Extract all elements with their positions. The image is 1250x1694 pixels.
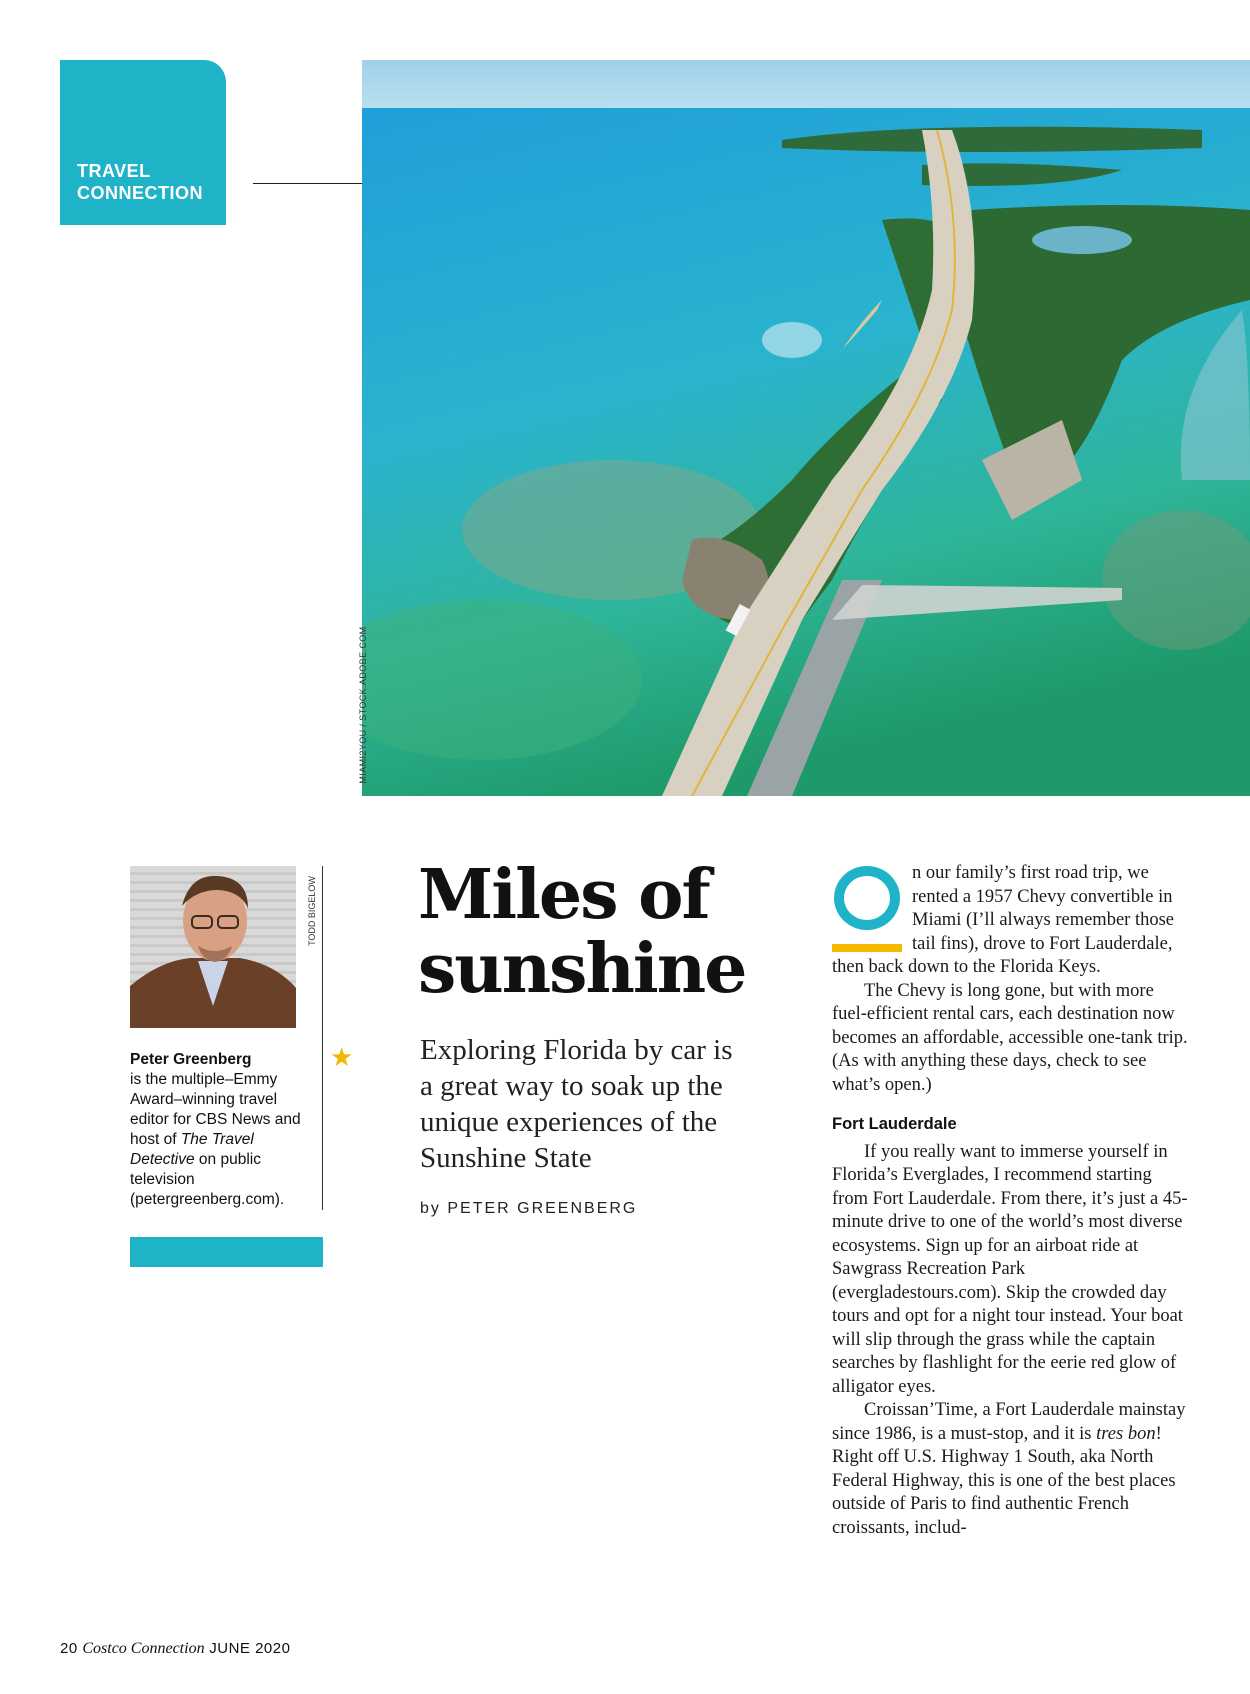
author-divider: [322, 866, 323, 1210]
article-headline: [418, 855, 798, 1009]
article-dek: Exploring Florida by car is a great way to soak up the unique experiences of the Sunshine State: [420, 1034, 733, 1174]
article-byline: by PETER GREENBERG: [420, 1200, 638, 1217]
star-icon: ★: [330, 1042, 354, 1072]
body-paragraph: n our family’s first road trip, we rented a 1957 Chevy convertible in Miami (I’ll always remember those tail fins), drove to Fort Lauderdale, then back down to the Florida Keys.: [832, 863, 1174, 977]
author-portrait: [130, 866, 296, 1028]
magazine-name: Costco Connection: [82, 1640, 205, 1657]
author-bio: [130, 1050, 310, 1210]
headline-line2: sunshine: [418, 929, 746, 1009]
section-tag-line2: CONNECTION: [77, 183, 203, 203]
dropcap-o-icon: [832, 866, 898, 934]
article-body: [832, 862, 1192, 1540]
author-photo: [130, 866, 296, 1028]
page-footer: [60, 1640, 290, 1658]
body-paragraph: The Chevy is long gone, but with more fuel-efficient rental cars, each destination now becomes an affordable, accessible one-tank trip. (As with anything these days, check to see what’s open.): [832, 980, 1188, 1095]
section-tag: [60, 60, 226, 225]
page-number: 20: [60, 1640, 78, 1657]
section-tag-line1: TRAVEL: [77, 161, 151, 181]
tag-divider: [253, 183, 362, 184]
author-bio-text-end: on public television (petergreenberg.com).: [130, 1151, 285, 1208]
body-paragraph: Croissan’Time, a Fort Lauderdale mainstay since 1986, is a must-stop, and it is tres bon! Right off U.S. Highway 1 South, aka North Federal Highway, this is one of the best places outside of Paris to find authentic French croissants, includ-: [832, 1400, 1186, 1538]
author-name: Peter Greenberg: [130, 1051, 252, 1068]
author-show-title: The Travel Detective: [130, 1131, 254, 1168]
photo-credit: MIAMI2YOU / STOCK.ADOBE.COM: [358, 626, 368, 784]
headline-line1: Miles of: [418, 855, 709, 935]
author-bio-text: is the multiple–Emmy Award–winning travel editor for CBS News and host of: [130, 1071, 301, 1148]
body-paragraph: If you really want to immerse yourself in Florida’s Everglades, I recommend starting from Fort Lauderdale. From there, it’s just a 45-minute drive to one of the world’s most diverse ecosystems. Sign up for an airboat ride at Sawgrass Recreation Park (evergladestours.com). Skip the crowded day tours and opt for a night tour instead. Your boat will slip through the grass while the captain searches by flashlight for the eerie red glow of alligator eyes.: [832, 1141, 1188, 1397]
hero-photo: [362, 60, 1250, 796]
body-subhead: Fort Lauderdale: [832, 1115, 957, 1133]
issue-date: JUNE 2020: [209, 1640, 291, 1657]
aerial-keys-illustration: [362, 60, 1250, 796]
bio-accent-bar: [130, 1237, 323, 1267]
author-photo-credit: TODD BIGELOW: [307, 876, 317, 946]
